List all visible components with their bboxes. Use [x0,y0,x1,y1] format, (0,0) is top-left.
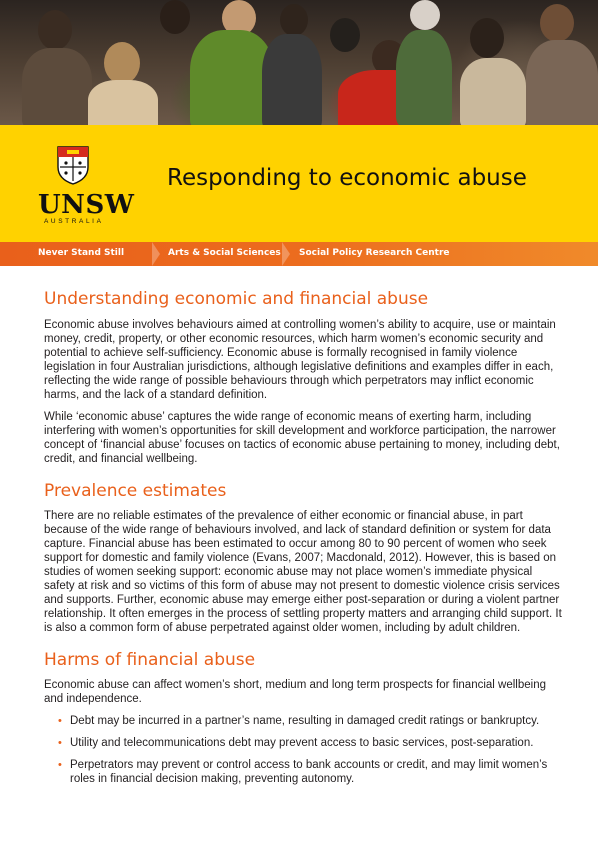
unsw-logo-subtitle: AUSTRALIA [44,218,104,225]
paragraph-understanding-1: Economic abuse involves behaviours aimed at controlling women’s ability to acquire, use or maintain money, credit, property, or other economic resources, which harm women’s economic security and potential to achieve self-sufficiency. Economic abuse is formally recognised in family violence legislation in four Australian jurisdictions, although legislative definitions and examples differ in each, reflecting the wide range of possible behaviours through which perpetrators may inflict economic harms, and the lack of a standard definition. [44,319,556,401]
breadcrumb-item-arts-social-sciences[interactable]: Arts & Social Sciences [168,248,281,258]
breadcrumb [0,242,598,266]
document-body [44,266,562,786]
bullet-icon: • [58,759,62,771]
list-item-text: Perpetrators may prevent or control access to bank accounts or credit, and may limit women’s roles in financial decision making, preventing autonomy. [70,759,548,785]
title-band [0,125,598,242]
section-heading-understanding: Understanding economic and financial abuse [44,289,429,309]
list-item [44,758,562,786]
bullet-icon: • [58,737,62,749]
list-item-text: Debt may be incurred in a partner’s name, resulting in damaged credit ratings or bankruptcy. [70,715,540,727]
breadcrumb-item-never-stand-still[interactable]: Never Stand Still [38,248,125,258]
unsw-logo-text: UNSW [38,190,135,220]
list-item [44,736,562,750]
unsw-crest-icon [56,145,90,185]
bullet-icon: • [58,715,62,727]
section-heading-harms: Harms of financial abuse [44,650,256,670]
header-photo [0,0,598,125]
list-item-text: Utility and telecommunications debt may prevent access to basic services, post-separation. [70,737,534,749]
paragraph-understanding-2: While ‘economic abuse’ captures the wide range of economic means of exerting harm, including interfering with women’s opportunities for skill development and workforce participation, the narrower concept of ‘financial abuse’ focuses on tactics of economic abuse pertaining to money, including debt, credit, and financial wellbeing. [44,411,560,465]
paragraph-harms: Economic abuse can affect women’s short, medium and long term prospects for financial wellbeing and independence. [44,679,547,705]
paragraph-prevalence: There are no reliable estimates of the prevalence of either economic or financial abuse, in part because of the wide range of behaviours involved, and lack of standard definition or system for data capture. Financial abuse has been estimated to occur among 80 to 90 percent of women who seek support for domestic and family violence (Evans, 2007; Macdonald, 2012). However, this is based on studies of women seeking support: economic abuse may not place women’s immediate physical safety at risk and so victims of this form of abuse may not present to domestic violence crisis services and supports. Further, economic abuse may emerge either post-separation or during a violent partner relationship. It often emerges in the process of settling property matters and arranging child support. It is also a common form of abuse perpetrated against older women, including by adult children. [44,510,562,634]
list-item [44,714,562,728]
section-heading-prevalence: Prevalence estimates [44,481,227,501]
breadcrumb-separator-icon [282,242,290,266]
harms-list [44,714,562,786]
breadcrumb-item-social-policy-research-centre[interactable]: Social Policy Research Centre [299,248,450,258]
page-title: Responding to economic abuse [167,165,527,191]
breadcrumb-separator-icon [152,242,160,266]
